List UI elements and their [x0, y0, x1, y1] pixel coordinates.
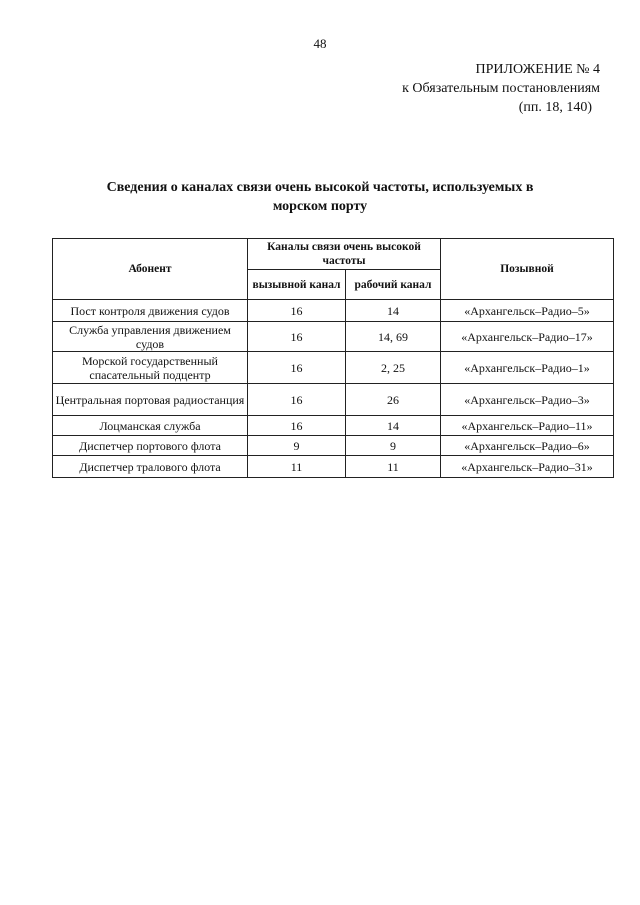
- working-channel-cell: 14: [346, 300, 441, 322]
- subscriber-cell: Диспетчер тралового флота: [53, 456, 248, 478]
- call-sign-cell: «Архангельск–Радио–3»: [441, 384, 614, 416]
- header-vhf-channels: Каналы связи очень высокой частоты: [248, 239, 441, 270]
- subscriber-cell: Морской государственный спасательный подцентр: [53, 352, 248, 384]
- header-call-sign: Позывной: [441, 239, 614, 300]
- call-sign-cell: «Архангельск–Радио–1»: [441, 352, 614, 384]
- subscriber-cell: Диспетчер портового флота: [53, 436, 248, 456]
- working-channel-cell: 14: [346, 416, 441, 436]
- calling-channel-cell: 16: [248, 300, 346, 322]
- calling-channel-cell: 16: [248, 352, 346, 384]
- header-subscriber: Абонент: [53, 239, 248, 300]
- subscriber-cell: Пост контроля движения судов: [53, 300, 248, 322]
- call-sign-cell: «Архангельск–Радио–11»: [441, 416, 614, 436]
- calling-channel-cell: 9: [248, 436, 346, 456]
- subscriber-cell: Служба управления движением судов: [53, 322, 248, 352]
- call-sign-cell: «Архангельск–Радио–5»: [441, 300, 614, 322]
- table-row: [53, 416, 614, 436]
- appendix-clauses: (пп. 18, 140): [518, 100, 592, 115]
- appendix-reference: к Обязательным постановлениям: [402, 81, 600, 96]
- appendix-header: [402, 60, 600, 117]
- calling-channel-cell: 16: [248, 416, 346, 436]
- table-row: [53, 384, 614, 416]
- working-channel-cell: 9: [346, 436, 441, 456]
- table-row: [53, 352, 614, 384]
- page-number: 48: [313, 36, 327, 51]
- vhf-channels-table: [52, 238, 614, 478]
- table-row: [53, 436, 614, 456]
- calling-channel-cell: 16: [248, 322, 346, 352]
- header-calling-channel: вызывной канал: [248, 270, 346, 300]
- calling-channel-cell: 11: [248, 456, 346, 478]
- call-sign-cell: «Архангельск–Радио–31»: [441, 456, 614, 478]
- table-row: [53, 322, 614, 352]
- subscriber-cell: Центральная портовая радиостанция: [53, 384, 248, 416]
- call-sign-cell: «Архангельск–Радио–17»: [441, 322, 614, 352]
- working-channel-cell: 11: [346, 456, 441, 478]
- header-working-channel: рабочий канал: [346, 270, 441, 300]
- table-row: [53, 456, 614, 478]
- document-title: Сведения о каналах связи очень высокой частоты, используемых в морском порту: [106, 180, 534, 214]
- call-sign-cell: «Архангельск–Радио–6»: [441, 436, 614, 456]
- table-row: [53, 300, 614, 322]
- subscriber-cell: Лоцманская служба: [53, 416, 248, 436]
- appendix-number: ПРИЛОЖЕНИЕ № 4: [475, 62, 600, 77]
- calling-channel-cell: 16: [248, 384, 346, 416]
- working-channel-cell: 14, 69: [346, 322, 441, 352]
- working-channel-cell: 26: [346, 384, 441, 416]
- working-channel-cell: 2, 25: [346, 352, 441, 384]
